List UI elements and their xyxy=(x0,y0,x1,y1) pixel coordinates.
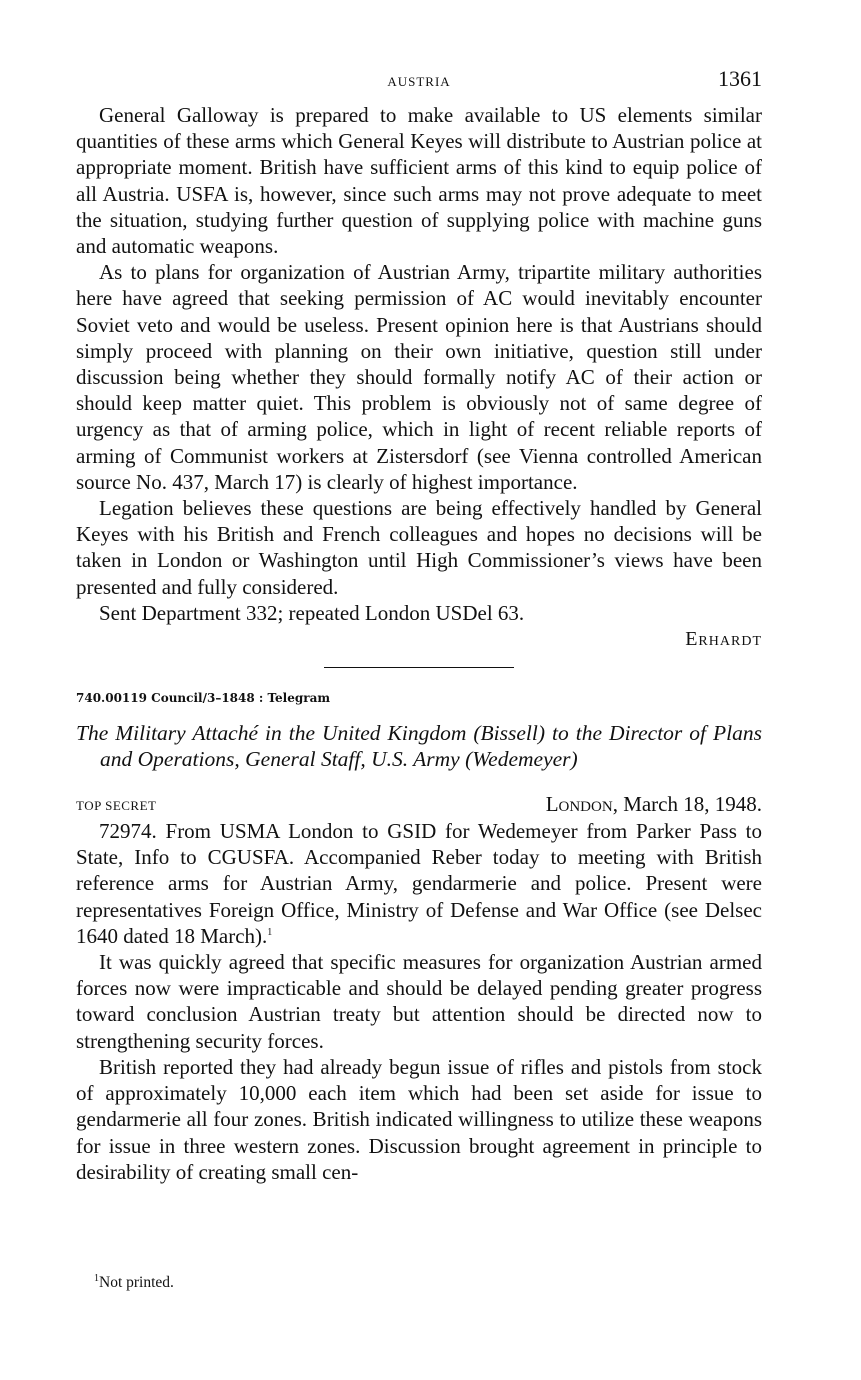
body-paragraph: Legation believes these questions are being effectively handled by General Keyes with his British and French colleagues and hopes no decisions will be taken in London or Washington until High Commissioner’s views have been presented and fully considered. xyxy=(76,496,762,599)
footnote xyxy=(76,1274,762,1292)
footnote-number: 1 xyxy=(94,1272,99,1284)
signature xyxy=(76,627,762,651)
body-paragraph: General Galloway is prepared to make available to US elements similar quantities of these arms which General Keyes will distribute to Austrian police at appropriate moment. British have sufficient arms of this kind to equip police of all Austria. USFA is, however, since such arms may not prove adequate to meet the situation, studying further question of supplying police with machine guns and automatic weapons. xyxy=(76,103,762,259)
body-paragraph: As to plans for organization of Austrian Army, tripartite military authorities here have agreed that seeking permission of AC would inevitably encounter Soviet veto and would be useless. Present opinion here is that Austrians should simply proceed with planning on their own initiative, question still under discussion being whether they should formally notify AC of their action or should keep matter quiet. This problem is obviously not of same degree of urgency as that of arming police, which in light of recent reliable reports of arming of Communist workers at Zistersdorf (see Vienna controlled American source No. 437, March 17) is clearly of highest importance. xyxy=(76,260,762,494)
date: , March 18, 1948. xyxy=(612,792,762,817)
footnotes xyxy=(76,1274,762,1292)
place: London xyxy=(545,792,613,817)
body-paragraph: It was quickly agreed that specific measures for organization Austrian armed forces now were impracticable and should be delayed pending greater progress toward conclusion Austrian treaty but attention should be directed now to strengthening security forces. xyxy=(76,950,762,1053)
document-1-body xyxy=(76,102,762,651)
classification-text: TOP SECRET xyxy=(76,798,157,814)
page-number: 1361 xyxy=(718,66,762,91)
body-paragraph xyxy=(76,818,762,949)
file-reference: 740.00119 Council/3–1848 : Telegram xyxy=(76,691,331,706)
document-2-body xyxy=(76,818,762,1185)
body-paragraph: British reported they had already begun issue of rifles and pistols from stock of approximately 10,000 each item which had been set aside for issue to gendarmerie all four zones. British indicated willingness to utilize these weapons for issue in three western zones. Discussion brought agreement in principle to desirability of creating small cen- xyxy=(76,1054,762,1184)
document-page xyxy=(76,66,762,1185)
paragraph-text: 72974. From USMA London to GSID for Wedemeyer from Parker Pass to State, Info to CGUSFA. Accompanied Reber today to meeting with British reference arms for Austrian Army, gendarmerie and police. Present were representatives Foreign Office, Ministry of Defense and War Office (see Delsec 1640 dated 18 March). xyxy=(76,819,762,948)
dateline xyxy=(76,792,762,818)
document-title: The Military Attaché in the United Kingdom (Bissell) to the Director of Plans and Operations, General Staff, U.S. Army (Wedemeyer) xyxy=(76,721,762,772)
place-date xyxy=(546,792,762,817)
section-divider xyxy=(324,667,514,668)
body-paragraph: Sent Department 332; repeated London USDel 63. xyxy=(99,600,525,625)
running-head xyxy=(76,66,762,102)
signature-name: Erhardt xyxy=(685,628,762,651)
classification xyxy=(76,798,157,814)
footnote-marker: 1 xyxy=(267,926,273,938)
running-title: AUSTRIA xyxy=(387,74,451,89)
footnote-text: Not printed. xyxy=(99,1274,174,1291)
